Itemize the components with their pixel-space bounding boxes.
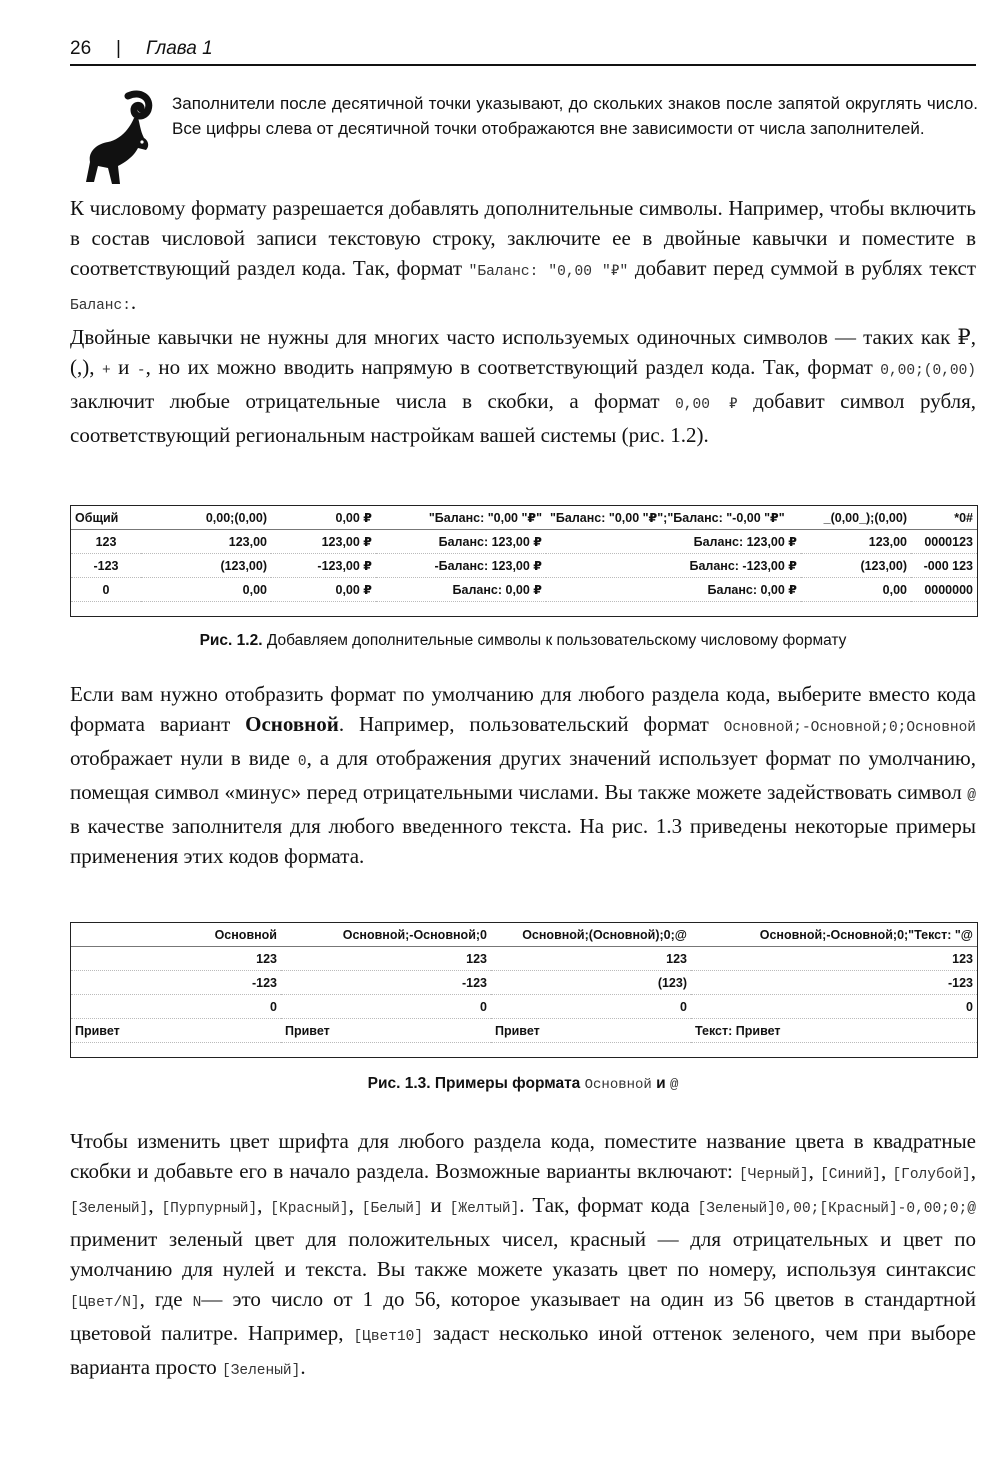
- table-cell: 0: [71, 995, 281, 1019]
- header-cell: "Баланс: "0,00 "₽": [376, 506, 546, 530]
- table-cell: (123): [491, 971, 691, 995]
- table-header-row: [71, 923, 977, 947]
- table-cell: Баланс: 0,00 ₽: [546, 578, 801, 602]
- figure-1-2-table: [70, 505, 978, 617]
- table-cell: (123,00): [801, 554, 911, 578]
- header-cell: *0#: [911, 506, 977, 530]
- table-cell: -123,00 ₽: [271, 554, 376, 578]
- header-cell: Основной;-Основной;0;"Текст: "@: [691, 923, 977, 947]
- header-cell: 0,00;(0,00): [141, 506, 271, 530]
- running-header: [70, 36, 976, 66]
- table-cell: 0,00 ₽: [271, 578, 376, 602]
- header-cell: _(0,00_);(0,00): [801, 506, 911, 530]
- table-row: [71, 971, 977, 995]
- table-cell: Привет: [281, 1019, 491, 1043]
- header-separator: |: [116, 38, 121, 59]
- table-cell: Баланс: 123,00 ₽: [546, 530, 801, 554]
- table-cell: 123,00: [141, 530, 271, 554]
- table-cell: Баланс: 0,00 ₽: [376, 578, 546, 602]
- table-cell: 0: [491, 995, 691, 1019]
- table-cell: Баланс: -123,00 ₽: [546, 554, 801, 578]
- table-cell: 123: [71, 947, 281, 971]
- figure-1-3-caption: Рис. 1.3. Примеры формата Основной и @: [367, 1075, 679, 1093]
- table-cell: 123,00: [801, 530, 911, 554]
- table-cell: 0: [281, 995, 491, 1019]
- table-cell: 0,00: [801, 578, 911, 602]
- table-cell: -123: [71, 971, 281, 995]
- table-cell: 0: [691, 995, 977, 1019]
- table-cell: 123,00 ₽: [271, 530, 376, 554]
- table-cell: 0000000: [911, 578, 977, 602]
- table-cell: 123: [691, 947, 977, 971]
- paragraph-1: К числовому формату разрешается добавлять дополнительные символы. Например, чтобы включить в состав числовой записи текстовую строку, заключите ее в двойные кавычки и поместите в соответствующий раздел кода. Так, формат "Баланс: "0,00 "₽" добавит перед суммой в рублях текст Баланс:.: [70, 196, 976, 314]
- table-cell: -Баланс: 123,00 ₽: [376, 554, 546, 578]
- table-cell: -123: [281, 971, 491, 995]
- table-row: [71, 530, 977, 554]
- figure-1-2-caption: Рис. 1.2. Добавляем дополнительные символы к пользовательскому числовому формату: [199, 632, 847, 649]
- chapter-title: Глава 1: [146, 38, 213, 59]
- table-cell: 123: [71, 530, 141, 554]
- header-cell: Основной;(Основной);0;@: [491, 923, 691, 947]
- table-cell: 0: [71, 578, 141, 602]
- table-header-row: [71, 506, 977, 530]
- header-cell: 0,00 ₽: [271, 506, 376, 530]
- table-cell: 0,00: [141, 578, 271, 602]
- table-cell: -123: [71, 554, 141, 578]
- paragraph-3: Если вам нужно отобразить формат по умолчанию для любого раздела кода, выберите вместо кода формата вариант Основной. Например, пользовательский формат Основной;-Основной;0;Основной отображает нули в виде 0, а для отображения других значений использует формат по умолчанию, помещая символ «минус» перед отрицательными числами. Вы также можете задействовать символ @ в качестве заполнителя для любого введенного текста. На рис. 1.3 приведены некоторые примеры применения этих кодов формата.: [70, 682, 976, 868]
- table-cell: Текст: Привет: [691, 1019, 977, 1043]
- header-cell: Общий: [71, 506, 141, 530]
- table-cell: Привет: [71, 1019, 281, 1043]
- figure-1-3-table: [70, 922, 978, 1058]
- table-cell: (123,00): [141, 554, 271, 578]
- table-row: [71, 1019, 977, 1043]
- header-cell: "Баланс: "0,00 "₽";"Баланс: "-0,00 "₽": [546, 506, 801, 530]
- lemur-icon: [78, 90, 158, 190]
- table-row: [71, 947, 977, 971]
- table-row: [71, 554, 977, 578]
- table-cell: -000 123: [911, 554, 977, 578]
- table-cell: Привет: [491, 1019, 691, 1043]
- table-cell: Баланс: 123,00 ₽: [376, 530, 546, 554]
- header-cell: Основной;-Основной;0: [281, 923, 491, 947]
- table-row: [71, 995, 977, 1019]
- table-cell: 123: [281, 947, 491, 971]
- page-number: 26: [70, 38, 92, 59]
- table-row: [71, 578, 977, 602]
- table-cell: 0000123: [911, 530, 977, 554]
- paragraph-2: Двойные кавычки не нужны для многих часто используемых одиночных символов — таких как ₽, (,), + и -, но их можно вводить напрямую в соответствующий раздел кода. Так, формат 0,00;(0,00) заключит любые отрицательные числа в скобки, а формат 0,00 ₽ добавит символ рубля, соответствующий региональным настройкам вашей системы (рис. 1.2).: [70, 325, 976, 447]
- table-cell: 123: [491, 947, 691, 971]
- table-cell: -123: [691, 971, 977, 995]
- header-cell: Основной: [71, 923, 281, 947]
- note-text: Заполнители после десятичной точки указывают, до скольких знаков после запятой округлять число. Все цифры слева от десятичной точки отображаются вне зависимости от числа заполнителей.: [172, 94, 978, 138]
- paragraph-4: Чтобы изменить цвет шрифта для любого раздела кода, поместите название цвета в квадратные скобки и добавьте его в начало раздела. Возможные варианты включают: [Черный], [Синий], [Голубой], [Зеленый], [Пурпурный], [Красный], [Белый] и [Желтый]. Так, формат кода [Зеленый]0,00;[Красный]-0,00;0;@ применит зеленый цвет для положительных чисел, красный — для отрицательных и цвет по умолчанию для нулей и текста. Вы также можете указать цвет по номеру, используя синтаксис [Цвет/N], где N— это число от 1 до 56, которое указывает на один из 56 цветов в стандартной цветовой палитре. Например, [Цвет10] задаст несколько иной оттенок зеленого, чем при выборе варианта просто [Зеленый].: [70, 1129, 977, 1379]
